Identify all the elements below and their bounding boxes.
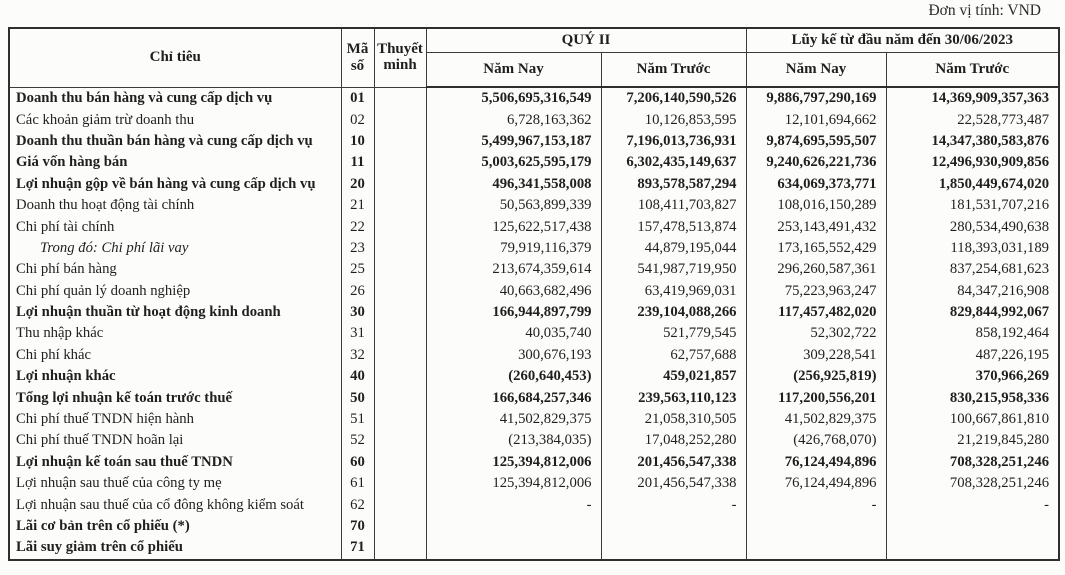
ytd-prior-cell: 837,254,681,623 <box>886 259 1059 280</box>
table-row <box>9 366 1059 387</box>
q2-prior-cell: 893,578,587,294 <box>601 174 746 195</box>
ytd-prior-cell: 708,328,251,246 <box>886 452 1059 473</box>
notes-cell <box>374 537 426 559</box>
notes-cell <box>374 238 426 259</box>
q2-prior-cell: 521,779,545 <box>601 323 746 344</box>
code-cell: 25 <box>341 259 374 280</box>
code-cell: 21 <box>341 195 374 216</box>
ytd-prior-cell: 100,667,861,810 <box>886 409 1059 430</box>
q2-prior-cell: 7,196,013,736,931 <box>601 131 746 152</box>
q2-current-cell: 79,919,116,379 <box>426 238 601 259</box>
header-q2-current-year: Năm Nay <box>426 53 601 88</box>
table-row <box>9 259 1059 280</box>
table-header <box>9 28 1059 87</box>
ytd-prior-cell: 708,328,251,246 <box>886 473 1059 494</box>
ytd-current-cell <box>746 516 886 537</box>
ytd-prior-cell: 1,850,449,674,020 <box>886 174 1059 195</box>
table-row <box>9 152 1059 173</box>
q2-current-cell: 213,674,359,614 <box>426 259 601 280</box>
q2-prior-cell: 459,021,857 <box>601 366 746 387</box>
ytd-current-cell: 41,502,829,375 <box>746 409 886 430</box>
code-cell: 20 <box>341 174 374 195</box>
ytd-current-cell: 309,228,541 <box>746 345 886 366</box>
ytd-prior-cell: 118,393,031,189 <box>886 238 1059 259</box>
q2-prior-cell: 62,757,688 <box>601 345 746 366</box>
ytd-prior-cell: 858,192,464 <box>886 323 1059 344</box>
criteria-cell: Chi phí thuế TNDN hoãn lại <box>16 432 184 449</box>
notes-cell <box>374 195 426 216</box>
code-cell: 10 <box>341 131 374 152</box>
q2-current-cell: 50,563,899,339 <box>426 195 601 216</box>
ytd-current-cell: 253,143,491,432 <box>746 216 886 237</box>
code-cell: 01 <box>341 87 374 109</box>
q2-prior-cell <box>601 537 746 559</box>
ytd-prior-cell <box>886 537 1059 559</box>
code-cell: 26 <box>341 281 374 302</box>
q2-current-cell: 166,944,897,799 <box>426 302 601 323</box>
criteria-cell: Giá vốn hàng bán <box>16 154 128 171</box>
ytd-prior-cell: 84,347,216,908 <box>886 281 1059 302</box>
ytd-prior-cell: 22,528,773,487 <box>886 109 1059 130</box>
ytd-prior-cell: 14,369,909,357,363 <box>886 87 1059 109</box>
criteria-cell: Lợi nhuận thuần từ hoạt động kinh doanh <box>16 304 281 321</box>
notes-cell <box>374 259 426 280</box>
q2-prior-cell: 239,563,110,123 <box>601 387 746 408</box>
q2-current-cell: - <box>426 494 601 515</box>
ytd-current-cell: (256,925,819) <box>746 366 886 387</box>
ytd-current-cell: 9,874,695,595,507 <box>746 131 886 152</box>
code-cell: 51 <box>341 409 374 430</box>
ytd-current-cell: 9,240,626,221,736 <box>746 152 886 173</box>
table-row <box>9 87 1059 109</box>
table-row <box>9 516 1059 537</box>
ytd-current-cell: 52,302,722 <box>746 323 886 344</box>
ytd-current-cell: - <box>746 494 886 515</box>
ytd-prior-cell: 280,534,490,638 <box>886 216 1059 237</box>
ytd-prior-cell: 370,966,269 <box>886 366 1059 387</box>
table-row <box>9 216 1059 237</box>
ytd-current-cell: (426,768,070) <box>746 430 886 451</box>
notes-cell <box>374 302 426 323</box>
notes-cell <box>374 430 426 451</box>
q2-prior-cell: 201,456,547,338 <box>601 473 746 494</box>
ytd-prior-cell: - <box>886 494 1059 515</box>
header-ytd-current-year: Năm Nay <box>746 53 886 88</box>
criteria-cell: Chi phí tài chính <box>16 218 115 235</box>
q2-prior-cell: 201,456,547,338 <box>601 452 746 473</box>
ytd-prior-cell: 829,844,992,067 <box>886 302 1059 323</box>
q2-prior-cell: 108,411,703,827 <box>601 195 746 216</box>
notes-cell <box>374 516 426 537</box>
header-criteria: Chỉ tiêu <box>9 28 341 87</box>
header-ytd-group: Lũy kế từ đầu năm đến 30/06/2023 <box>746 28 1059 53</box>
ytd-current-cell: 12,101,694,662 <box>746 109 886 130</box>
criteria-cell: Lãi suy giảm trên cổ phiếu <box>16 539 183 556</box>
code-cell: 71 <box>341 537 374 559</box>
ytd-prior-cell <box>886 516 1059 537</box>
ytd-current-cell: 173,165,552,429 <box>746 238 886 259</box>
q2-prior-cell: 44,879,195,044 <box>601 238 746 259</box>
criteria-cell: Chi phí thuế TNDN hiện hành <box>16 411 194 428</box>
q2-current-cell: 300,676,193 <box>426 345 601 366</box>
criteria-cell: Lợi nhuận sau thuế của cổ đông không kiểm soát <box>16 496 304 513</box>
table-row <box>9 281 1059 302</box>
q2-current-cell: 166,684,257,346 <box>426 387 601 408</box>
table-row <box>9 109 1059 130</box>
ytd-current-cell: 76,124,494,896 <box>746 452 886 473</box>
table-row <box>9 430 1059 451</box>
table-row <box>9 323 1059 344</box>
criteria-cell: Chi phí bán hàng <box>16 261 117 278</box>
code-cell: 62 <box>341 494 374 515</box>
notes-cell <box>374 216 426 237</box>
q2-prior-cell: 157,478,513,874 <box>601 216 746 237</box>
criteria-cell: Lãi cơ bản trên cổ phiếu (*) <box>16 518 190 534</box>
table-row <box>9 302 1059 323</box>
q2-prior-cell: 21,058,310,505 <box>601 409 746 430</box>
ytd-prior-cell: 21,219,845,280 <box>886 430 1059 451</box>
criteria-cell: Trong đó: Chi phí lãi vay <box>40 239 189 256</box>
ytd-current-cell: 108,016,150,289 <box>746 195 886 216</box>
q2-prior-cell: 239,104,088,266 <box>601 302 746 323</box>
code-cell: 40 <box>341 366 374 387</box>
ytd-current-cell: 296,260,587,361 <box>746 259 886 280</box>
ytd-current-cell: 634,069,373,771 <box>746 174 886 195</box>
q2-current-cell: (213,384,035) <box>426 430 601 451</box>
income-statement-table <box>8 27 1060 561</box>
notes-cell <box>374 473 426 494</box>
header-ytd-prior-year: Năm Trước <box>886 53 1059 88</box>
criteria-cell: Doanh thu hoạt động tài chính <box>16 197 195 214</box>
notes-cell <box>374 409 426 430</box>
code-cell: 23 <box>341 238 374 259</box>
q2-current-cell: 125,394,812,006 <box>426 452 601 473</box>
criteria-cell: Lợi nhuận kế toán sau thuế TNDN <box>16 453 233 470</box>
header-code: Mã số <box>341 28 374 87</box>
code-cell: 22 <box>341 216 374 237</box>
header-notes: Thuyết minh <box>374 28 426 87</box>
ytd-prior-cell: 830,215,958,336 <box>886 387 1059 408</box>
table-row <box>9 494 1059 515</box>
q2-prior-cell: 63,419,969,031 <box>601 281 746 302</box>
notes-cell <box>374 152 426 173</box>
code-cell: 50 <box>341 387 374 408</box>
notes-cell <box>374 387 426 408</box>
q2-current-cell: 496,341,558,008 <box>426 174 601 195</box>
criteria-cell: Thu nhập khác <box>16 325 104 342</box>
q2-prior-cell: 17,048,252,280 <box>601 430 746 451</box>
ytd-prior-cell: 181,531,707,216 <box>886 195 1059 216</box>
table-row <box>9 131 1059 152</box>
code-cell: 52 <box>341 430 374 451</box>
criteria-cell: Chi phí khác <box>16 346 92 363</box>
notes-cell <box>374 366 426 387</box>
code-cell: 61 <box>341 473 374 494</box>
ytd-current-cell: 75,223,963,247 <box>746 281 886 302</box>
ytd-current-cell: 76,124,494,896 <box>746 473 886 494</box>
table-row <box>9 387 1059 408</box>
criteria-cell: Chi phí quản lý doanh nghiệp <box>16 282 191 299</box>
q2-current-cell: 5,003,625,595,179 <box>426 152 601 173</box>
notes-cell <box>374 131 426 152</box>
table-body <box>9 87 1059 560</box>
criteria-cell: Doanh thu thuần bán hàng và cung cấp dịch vụ <box>16 132 313 149</box>
q2-current-cell: 40,663,682,496 <box>426 281 601 302</box>
q2-current-cell: 125,394,812,006 <box>426 473 601 494</box>
q2-current-cell: 125,622,517,438 <box>426 216 601 237</box>
notes-cell <box>374 109 426 130</box>
ytd-current-cell <box>746 537 886 559</box>
ytd-prior-cell: 12,496,930,909,856 <box>886 152 1059 173</box>
q2-prior-cell <box>601 516 746 537</box>
code-cell: 60 <box>341 452 374 473</box>
table-row <box>9 345 1059 366</box>
table-row <box>9 473 1059 494</box>
q2-prior-cell: - <box>601 494 746 515</box>
q2-current-cell: 5,506,695,316,549 <box>426 87 601 109</box>
notes-cell <box>374 494 426 515</box>
ytd-prior-cell: 487,226,195 <box>886 345 1059 366</box>
code-cell: 31 <box>341 323 374 344</box>
q2-prior-cell: 6,302,435,149,637 <box>601 152 746 173</box>
q2-prior-cell: 7,206,140,590,526 <box>601 87 746 109</box>
table-row <box>9 174 1059 195</box>
ytd-current-cell: 117,200,556,201 <box>746 387 886 408</box>
criteria-cell: Lợi nhuận khác <box>16 368 116 385</box>
criteria-cell: Tổng lợi nhuận kế toán trước thuế <box>16 389 233 406</box>
criteria-cell: Lợi nhuận sau thuế của công ty mẹ <box>16 475 222 492</box>
q2-current-cell: 6,728,163,362 <box>426 109 601 130</box>
notes-cell <box>374 452 426 473</box>
criteria-cell: Các khoản giảm trừ doanh thu <box>16 111 195 128</box>
ytd-prior-cell: 14,347,380,583,876 <box>886 131 1059 152</box>
code-cell: 11 <box>341 152 374 173</box>
criteria-cell: Lợi nhuận gộp về bán hàng và cung cấp dịch vụ <box>16 175 316 192</box>
table-row <box>9 452 1059 473</box>
q2-prior-cell: 541,987,719,950 <box>601 259 746 280</box>
q2-current-cell <box>426 516 601 537</box>
notes-cell <box>374 87 426 109</box>
notes-cell <box>374 174 426 195</box>
criteria-cell: Doanh thu bán hàng và cung cấp dịch vụ <box>16 89 273 106</box>
code-cell: 70 <box>341 516 374 537</box>
code-cell: 02 <box>341 109 374 130</box>
q2-current-cell <box>426 537 601 559</box>
q2-current-cell: 40,035,740 <box>426 323 601 344</box>
notes-cell <box>374 345 426 366</box>
code-cell: 30 <box>341 302 374 323</box>
q2-current-cell: 41,502,829,375 <box>426 409 601 430</box>
code-cell: 32 <box>341 345 374 366</box>
notes-cell <box>374 281 426 302</box>
table-row <box>9 409 1059 430</box>
ytd-current-cell: 9,886,797,290,169 <box>746 87 886 109</box>
unit-label: Đơn vị tính: VND <box>928 2 1041 19</box>
table-row <box>9 195 1059 216</box>
q2-current-cell: 5,499,967,153,187 <box>426 131 601 152</box>
header-q2-group: QUÝ II <box>426 28 746 53</box>
table-row <box>9 537 1059 559</box>
q2-current-cell: (260,640,453) <box>426 366 601 387</box>
notes-cell <box>374 323 426 344</box>
header-q2-prior-year: Năm Trước <box>601 53 746 88</box>
q2-prior-cell: 10,126,853,595 <box>601 109 746 130</box>
ytd-current-cell: 117,457,482,020 <box>746 302 886 323</box>
table-row <box>9 238 1059 259</box>
header-group-row <box>9 28 1059 53</box>
